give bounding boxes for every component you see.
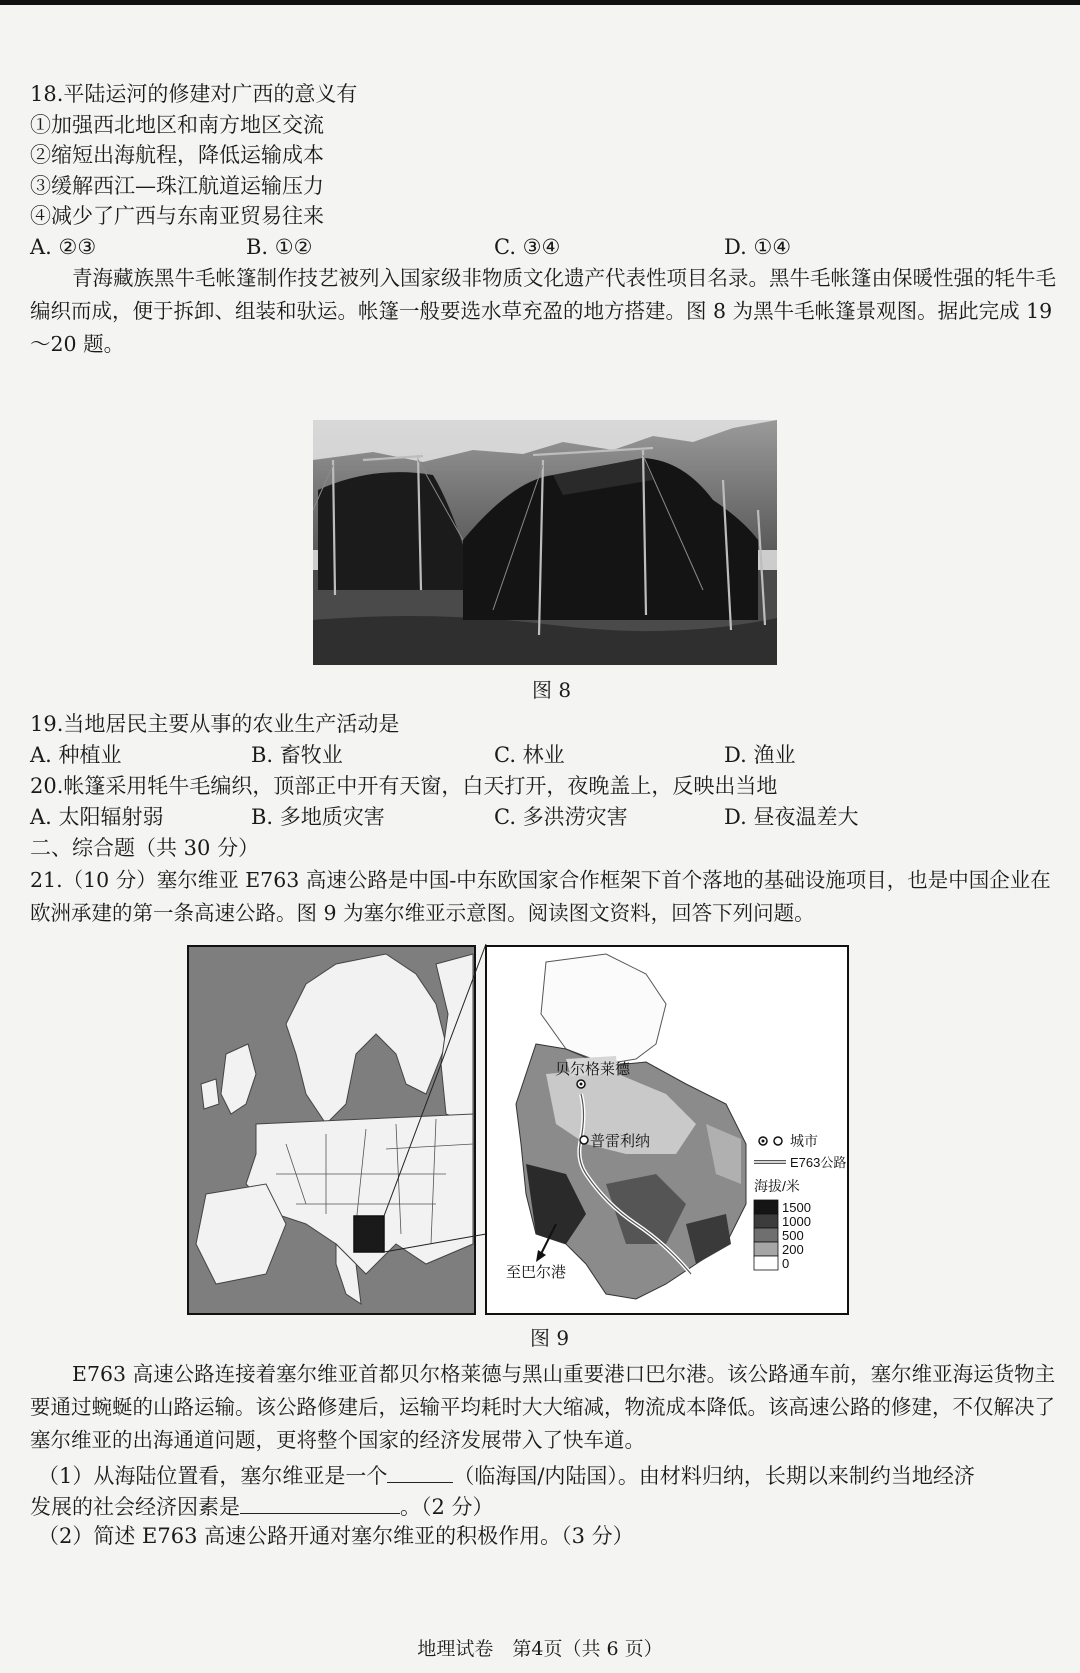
elevation-swatch <box>754 1214 778 1228</box>
passage-tent <box>30 262 1060 361</box>
q21-1-line-2 <box>30 1491 494 1521</box>
city-marker <box>580 1136 588 1144</box>
q19-option-b: B. 畜牧业 <box>251 743 343 767</box>
elevation-swatch <box>754 1242 778 1256</box>
q21-1-text-c: 发展的社会经济因素是 <box>30 1495 240 1519</box>
q21-1-text-a: （1）从海陆位置看，塞尔维亚是一个 <box>38 1464 388 1488</box>
figure-8-caption: 图 8 <box>532 678 572 702</box>
q18-item-3: ③缓解西江—珠江航道运输压力 <box>30 174 324 198</box>
serbia-map <box>486 946 848 1314</box>
q21-2: （2）简述 E763 高速公路开通对塞尔维亚的积极作用。（3 分） <box>38 1524 634 1548</box>
q18-stem: 18.平陆运河的修建对广西的意义有 <box>30 82 358 106</box>
q20-stem: 20.帐篷采用牦牛毛编织，顶部正中开有天窗，白天打开，夜晚盖上，反映出当地 <box>30 774 778 798</box>
q18-option-a: A. ②③ <box>30 235 97 259</box>
q19-option-c: C. 林业 <box>494 743 565 767</box>
passage-e763 <box>30 1358 1060 1457</box>
elevation-label: 0 <box>782 1256 790 1271</box>
q18-option-b: B. ①② <box>246 235 313 259</box>
q20-option-d: D. 昼夜温差大 <box>724 805 859 829</box>
elevation-label: 500 <box>782 1228 804 1243</box>
q18-option-c: C. ③④ <box>494 235 561 259</box>
legend-city-label: 城市 <box>790 1133 818 1149</box>
city-label: 普雷利纳 <box>590 1133 651 1150</box>
answer-blank-1[interactable] <box>387 1460 453 1483</box>
q20-option-a: A. 太阳辐射弱 <box>30 805 164 829</box>
q21-1-text-b: （临海国/内陆国）。由材料归纳，长期以来制约当地经济 <box>453 1464 975 1488</box>
legend-elevation-title: 海拔/米 <box>754 1178 800 1194</box>
q21-1-text-d: 。（2 分） <box>400 1495 494 1519</box>
legend-city-icon <box>774 1137 782 1145</box>
elevation-label: 1000 <box>782 1214 811 1229</box>
q18-item-1: ①加强西北地区和南方地区交流 <box>30 113 324 137</box>
passage-e763-text: E763 高速公路连接着塞尔维亚首都贝尔格莱德与黑山重要港口巴尔港。该公路通车前，塞尔维亚海运货物主要通过蜿蜒的山路运输。该公路修建后，运输平均耗时大大缩减，物流成本降低。该高速公路的修建，不仅解决了塞尔维亚的出海通道问题，更将整个国家的经济发展带入了快车道。 <box>30 1362 1056 1452</box>
page-footer: 地理试卷 第4页（共 6 页） <box>417 1638 663 1660</box>
section-2-heading: 二、综合题（共 30 分） <box>30 836 260 860</box>
figure-8-tent-photo <box>313 420 777 665</box>
q21-intro: 21.（10 分）塞尔维亚 E763 高速公路是中国-中东欧国家合作框架下首个落地的基础设施项目，也是中国企业在欧洲承建的第一条高速公路。图 9 为塞尔维亚示意图。阅读图文资料，回答下列问题。 <box>30 868 1051 925</box>
answer-blank-2[interactable] <box>240 1491 400 1514</box>
to-bar-label: 至巴尔港 <box>506 1264 567 1281</box>
q18-option-d: D. ①④ <box>724 235 792 259</box>
serbia-locator <box>354 1216 384 1252</box>
passage-tent-text: 青海藏族黑牛毛帐篷制作技艺被列入国家级非物质文化遗产代表性项目名录。黑牛毛帐篷由保暖性强的牦牛毛编织而成，便于拆卸、组装和驮运。帐篷一般要选水草充盈的地方搭建。图 8 为黑牛毛帐篷景观图。据此完成 19～20 题。 <box>30 266 1056 356</box>
q21-1-line-1 <box>38 1460 975 1490</box>
q20-option-b: B. 多地质灾害 <box>251 805 385 829</box>
legend-road-label: E763公路 <box>790 1155 847 1170</box>
q19-option-d: D. 渔业 <box>724 743 796 767</box>
q20-option-c: C. 多洪涝灾害 <box>494 805 628 829</box>
elevation-swatch <box>754 1256 778 1270</box>
elevation-label: 1500 <box>782 1200 811 1215</box>
elevation-swatch <box>754 1228 778 1242</box>
top-border <box>0 0 1080 5</box>
elevation-swatch <box>754 1200 778 1214</box>
q19-option-a: A. 种植业 <box>30 743 122 767</box>
europe-map <box>188 944 486 1314</box>
figure-9-map <box>186 944 906 1316</box>
q19-stem: 19.当地居民主要从事的农业生产活动是 <box>30 712 400 736</box>
figure-9-caption: 图 9 <box>530 1326 570 1350</box>
belgrade-label: 贝尔格莱德 <box>555 1061 631 1078</box>
q18-item-2: ②缩短出海航程，降低运输成本 <box>30 143 324 167</box>
q18-item-4: ④减少了广西与东南亚贸易往来 <box>30 204 324 228</box>
elevation-label: 200 <box>782 1242 804 1257</box>
